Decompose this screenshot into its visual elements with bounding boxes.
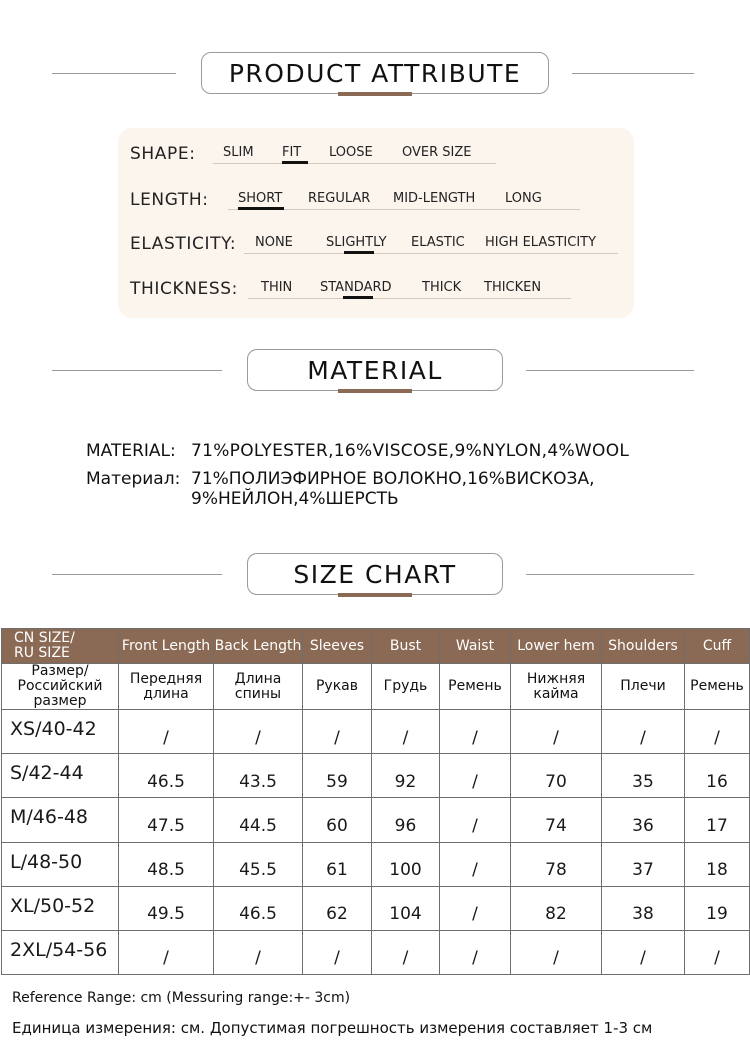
cell-waist: / [440,886,511,930]
cell-front-length: 47.5 [119,798,214,842]
cell-shoulders: 36 [602,798,685,842]
table-row [2,754,750,798]
attr-option: FIT [282,145,302,160]
selected-indicator [238,207,284,210]
attr-option: SLIM [223,145,254,160]
cell-bust: 92 [372,754,440,798]
header-sleeves: Sleeves [303,629,372,664]
attr-option: LOOSE [329,145,373,160]
table-row [2,798,750,842]
attr-option: LONG [505,191,542,206]
cell-front-length: / [119,710,214,754]
attr-option: ELASTIC [411,235,465,250]
cell-back-length: 45.5 [214,842,303,886]
cell-lower-hem: / [511,710,602,754]
cell-back-length: 46.5 [214,886,303,930]
cell-size: 2XL/54-56 [2,930,119,974]
reference-note-ru: Единица измерения: см. Допустимая погрешность измерения составляет 1-3 см [12,1019,653,1037]
header-waist: Waist [440,629,511,664]
cell-front-length: 46.5 [119,754,214,798]
cell-bust: / [372,710,440,754]
divider-right [526,574,694,575]
cell-shoulders: 37 [602,842,685,886]
attr-underline [244,253,618,254]
header-ru-waist: Ремень [440,664,511,710]
material-label-ru: Материал: [86,469,181,489]
selected-indicator [344,251,374,254]
cell-front-length: / [119,930,214,974]
attr-label-shape: SHAPE: [130,144,196,164]
divider-right [526,370,694,371]
attr-label-length: LENGTH: [130,190,209,210]
cell-cuff: 18 [685,842,750,886]
title-accent-bar [338,389,412,393]
material-value-ru-line1: 71%ПОЛИЭФИРНОЕ ВОЛОКНО,16%ВИСКОЗА, [191,469,595,489]
cell-waist: / [440,798,511,842]
attr-option: STANDARD [320,280,392,295]
header-ru-cuff: Ремень [685,664,750,710]
header-ru-front-length: Передняя длина [119,664,214,710]
cell-bust: 104 [372,886,440,930]
table-row [2,930,750,974]
material-value-en: 71%POLYESTER,16%VISCOSE,9%NYLON,4%WOOL [191,441,630,461]
cell-size: S/42-44 [2,754,119,798]
cell-size: M/46-48 [2,798,119,842]
cell-bust: 96 [372,798,440,842]
header-ru-shoulders: Плечи [602,664,685,710]
cell-shoulders: 35 [602,754,685,798]
cell-lower-hem: 78 [511,842,602,886]
cell-lower-hem: / [511,930,602,974]
title-accent-bar [338,593,412,597]
cell-waist: / [440,710,511,754]
attr-option: THICK [422,280,462,295]
cell-cuff: 17 [685,798,750,842]
material-value-ru-line2: 9%НЕЙЛОН,4%ШЕРСТЬ [191,489,399,509]
attr-option: THIN [261,280,293,295]
cell-lower-hem: 74 [511,798,602,842]
cell-shoulders: 38 [602,886,685,930]
cell-sleeves: 61 [303,842,372,886]
header-bust: Bust [372,629,440,664]
cell-size: XL/50-52 [2,886,119,930]
cell-size: L/48-50 [2,842,119,886]
title-accent-bar [338,92,412,96]
cell-back-length: / [214,930,303,974]
cell-sleeves: 60 [303,798,372,842]
cell-front-length: 49.5 [119,886,214,930]
divider-left [52,73,176,74]
cell-front-length: 48.5 [119,842,214,886]
header-ru-lower-hem: Нижняя кайма [511,664,602,710]
attr-underline [213,163,496,164]
cell-back-length: / [214,710,303,754]
cell-bust: 100 [372,842,440,886]
attr-option: HIGH ELASTICITY [485,235,597,250]
cell-cuff: / [685,710,750,754]
cell-lower-hem: 70 [511,754,602,798]
cell-sleeves: 59 [303,754,372,798]
divider-left [52,370,222,371]
section-title-text: PRODUCT ATTRIBUTE [228,58,522,88]
section-title-product-attribute [201,52,549,94]
section-title-text: MATERIAL [307,355,443,385]
header-ru-bust: Грудь [372,664,440,710]
header-cuff: Cuff [685,629,750,664]
header-back-length: Back Length [214,629,303,664]
header-cn-size [2,629,119,664]
attr-underline [248,298,571,299]
table-row [2,886,750,930]
table-row [2,710,750,754]
header-text: CN SIZE/ RU SIZE [14,630,75,662]
cell-waist: / [440,930,511,974]
cell-cuff: 19 [685,886,750,930]
cell-sleeves: 62 [303,886,372,930]
size-chart-table [1,628,750,975]
attr-option: THICKEN [484,280,542,295]
attr-option: SHORT [238,191,283,206]
cell-shoulders: / [602,710,685,754]
header-ru-size: Размер/ Российский размер [2,664,119,710]
cell-lower-hem: 82 [511,886,602,930]
attr-option: MID-LENGTH [393,191,476,206]
cell-sleeves: / [303,710,372,754]
cell-waist: / [440,842,511,886]
cell-bust: / [372,930,440,974]
selected-indicator [343,296,373,299]
attr-option: NONE [255,235,293,250]
attr-option: SLIGHTLY [326,235,387,250]
cell-sleeves: / [303,930,372,974]
attr-label-thickness: THICKNESS: [130,279,238,299]
section-title-text: SIZE CHART [293,559,457,589]
cell-waist: / [440,754,511,798]
section-title-material [247,349,503,391]
header-front-length: Front Length [119,629,214,664]
divider-left [52,574,222,575]
attr-label-elasticity: ELASTICITY: [130,234,237,254]
divider-right [572,73,694,74]
cell-size: XS/40-42 [2,710,119,754]
material-label-en: MATERIAL: [86,441,176,461]
header-lower-hem: Lower hem [511,629,602,664]
cell-back-length: 44.5 [214,798,303,842]
header-shoulders: Shoulders [602,629,685,664]
attr-option: OVER SIZE [402,145,472,160]
table-row [2,842,750,886]
selected-indicator [282,161,308,164]
cell-cuff: 16 [685,754,750,798]
attr-option: REGULAR [308,191,371,206]
cell-back-length: 43.5 [214,754,303,798]
cell-shoulders: / [602,930,685,974]
header-ru-sleeves: Рукав [303,664,372,710]
reference-note-en: Reference Range: cm (Messuring range:+- 3cm) [12,990,351,1006]
section-title-size-chart [247,553,503,595]
cell-cuff: / [685,930,750,974]
header-ru-back-length: Длина спины [214,664,303,710]
